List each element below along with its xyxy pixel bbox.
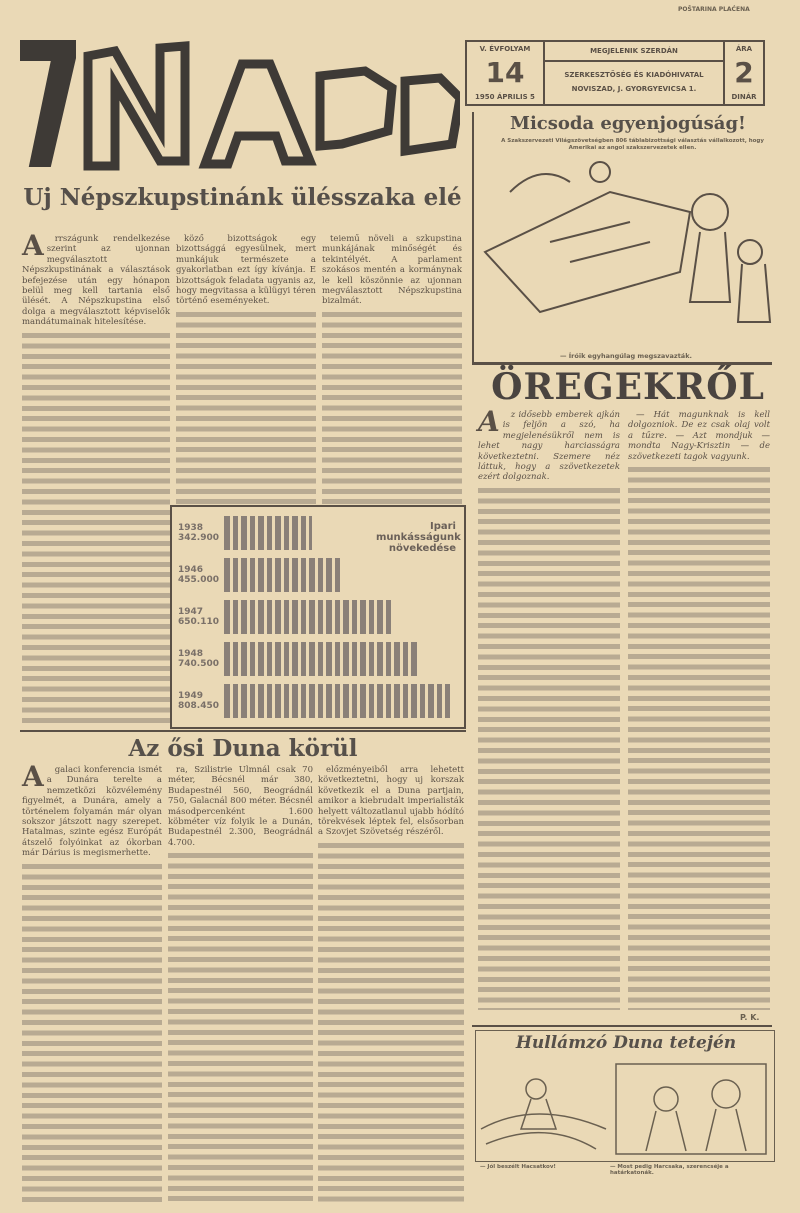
cartoon-illustration	[480, 152, 780, 342]
value-label: 808.450	[178, 701, 219, 711]
article-text: teiemű növeli a szkupstina munkájának minőségét és tekintélyét. A parlament szokásos mentén a kormánynak le kell köszönnie az ujonnan megválasztott Népszkupstina bizalmát.	[322, 234, 462, 307]
article-column	[322, 234, 462, 504]
article-headline: Az ősi Duna körül	[128, 735, 358, 762]
postage-note: POŠTARINA PLAĆENA	[678, 6, 750, 13]
article-column: A rrszágunk rendelkezése szerint az ujonnan megválasztott Népszkupstinának a választások befejezése után egy hónapon belül meg kell tartania első ülését. A Népszkupstina első dolga a megválasztott képviselők mandátumainak hitelesítése.	[22, 234, 170, 728]
chart-row-1948	[178, 639, 420, 679]
divider	[472, 1025, 772, 1027]
cartoon-title: Micsoda egyenjogúság!	[510, 113, 746, 134]
frequency: MEGJELENIK SZERDÁN	[545, 42, 723, 62]
issue-date: 1950 ÁPRILIS 5	[475, 93, 535, 101]
article-headline: ÖREGEKRŐL	[491, 366, 765, 408]
article-text: köző bizottságok egy bizottsággá egyesülnek, mert munkájuk természete a gyakorlatban ezt így kívánja. E bizottságok feladata ugyanis az, hogy megvitassa a külügyi téren történő eseményeket.	[176, 234, 316, 307]
value-label: 740.500	[178, 659, 219, 669]
currency: DINÁR	[731, 93, 757, 101]
year-label: 1948	[178, 649, 204, 659]
article-headline: Uj Népszkupstinánk ülésszaka elé	[23, 184, 462, 211]
chart-row-1946	[178, 555, 342, 595]
masthead-info-box	[465, 40, 765, 106]
article-text: rrszágunk rendelkezése szerint az ujonnan megválasztott Népszkupstinának a választások befejezése után egy hónapon belül meg kell tartania első ülését. A Népszkupstina első dolga a megválasztott képviselők mandátumainak hitelesítése.	[22, 234, 170, 328]
article-column	[318, 765, 464, 1205]
year-label: 1947	[178, 607, 204, 617]
year-label: 1949	[178, 691, 204, 701]
cartoon-caption: — Íróik egyhangúlag megszavazták.	[560, 352, 692, 360]
year-label: 1938	[178, 523, 204, 533]
chart-row-1949	[178, 681, 450, 721]
cartoon-illustration	[476, 1059, 776, 1159]
cartoon-caption-right: — Most pedig Harcsaka, szerencséje a határkatonák.	[610, 1164, 729, 1176]
value-label: 342.900	[178, 533, 219, 543]
issue-number: 14	[485, 56, 525, 89]
article-column: A galaci konferencia ismét a Dunára terelte a nemzetközi közvélemény figyelmét, a Dunára, amely a történelem folyamán már olyan sokszor játszott nagy szerepet. Hatalmas, szinte egész Európát átszelő folyóinkat az ókorban már Dárius is megismerhette.	[22, 765, 162, 1205]
value-label: 455.000	[178, 575, 219, 585]
chart-row-1938	[178, 513, 312, 553]
article-column: A z idősebb emberek ajkán is feljön a szó, ha megjelenésükről nem is lehet nagy harciasságra következtetni. Szemere néz láttuk, hogy a szövetkezetek ezért dolgoznak.	[478, 410, 620, 1010]
article-text: ra, Szilistrie Ulmnál csak 70 méter, Bécsnél már 380, Budapestnél 560, Beográdnál 750, Galacnál 800 méter. Bécsnél másodpercenként 1.600 köbméter víz folyik le a Dunán, Budapestnél 2.300, Beográdnál 4.700.	[168, 765, 313, 848]
cartoon-subtitle: A Szakszervezeti Világszövetségben 806 táblabizottsági választás vállalkozott, hogy Amerikai az angol szakszervezetek ellen.	[501, 138, 764, 151]
chart-row-1947	[178, 597, 392, 637]
article-text: z idősebb emberek ajkán is feljön a szó, ha megjelenésükről nem is lehet nagy harciasságra következtetni. Szemere néz láttuk, hogy a szövetkezetek ezért dolgoznak.	[478, 410, 620, 483]
worker-bar	[224, 600, 392, 634]
cartoon-title: Hullámzó Duna tetején	[515, 1033, 737, 1053]
article-column	[168, 765, 313, 1205]
address: NOVISZAD, J. GYORGYEVICSA 1.	[571, 85, 697, 93]
article-text: galaci konferencia ismét a Dunára terelte a nemzetközi közvélemény figyelmét, a Dunára, amely a történelem folyamán már olyan sokszor játszott nagy szerepet. Hatalmas, szinte egész Európát átszelő folyóinkat az ókorban már Dárius is megismerhette.	[22, 765, 162, 859]
value-label: 650.110	[178, 617, 219, 627]
article-column	[176, 234, 316, 504]
price: 2	[734, 56, 754, 89]
article-text: — Hát magunknak is kell dolgozniok. De ez csak olaj volt a tűzre. — Azt mondjuk — mondta Nagy-Krisztin — de szövetkezeti tagok vagyunk.	[628, 410, 770, 462]
chart-title: Ipari munkásságunk növekedése	[376, 521, 461, 554]
workforce-pictogram-chart	[170, 505, 466, 729]
divider	[472, 362, 772, 365]
divider	[472, 112, 474, 362]
worker-bar	[224, 642, 420, 676]
price-label: ÁRA	[735, 45, 753, 53]
year-label: 1946	[178, 565, 204, 575]
article-text: előzményeiből arra lehetett következtetni, hogy uj korszak következik el a Duna partjain, amikor a kiebrudalt imperialisták helyett változatlanul ujabb hódító törekvések léptek fel, elsősorban a Szovjet Szövetség részéről.	[318, 765, 464, 838]
worker-bar	[224, 558, 342, 592]
worker-bar	[224, 684, 450, 718]
office: SZERKESZTŐSÉG ÉS KIADÓHIVATAL	[564, 71, 704, 79]
newspaper-logo	[20, 36, 460, 171]
divider	[20, 730, 466, 732]
volume: V. ÉVFOLYAM	[479, 45, 531, 53]
article-column	[628, 410, 770, 1010]
cartoon-frame	[475, 1030, 775, 1162]
cartoon-caption-left: — Jól beszélt Hacsatkov!	[480, 1164, 556, 1170]
worker-bar	[224, 516, 312, 550]
author-signature: P. K.	[740, 1013, 760, 1022]
